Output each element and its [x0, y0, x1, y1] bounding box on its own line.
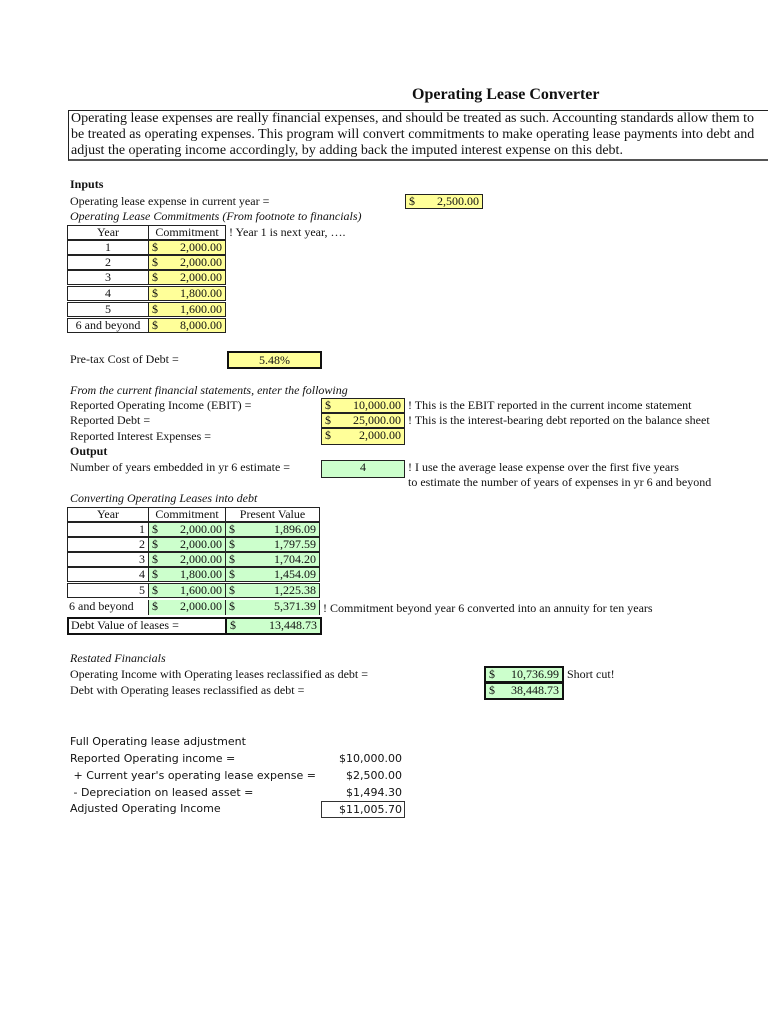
pv-amount: 1,225.38 [274, 583, 316, 597]
adj-label: - Depreciation on leased asset = [70, 786, 254, 799]
conversion-pv-cell [225, 583, 320, 598]
interest-input[interactable] [321, 428, 405, 445]
restated-op-income-label: Operating Income with Operating leases reclassified as debt = [70, 667, 368, 681]
adj-value: $2,500.00 [346, 769, 402, 782]
inputs-heading: Inputs [70, 177, 104, 191]
currency-symbol: $ [152, 318, 158, 332]
currency-symbol: $ [152, 270, 158, 284]
currency-symbol: $ [409, 194, 415, 208]
ebit-note: ! This is the EBIT reported in the current income statement [408, 398, 692, 412]
page-title: Operating Lease Converter [412, 86, 600, 103]
years-note-1: ! I use the average lease expense over the first five years [408, 460, 679, 474]
conversion-header-year: Year [67, 507, 149, 522]
adjusted-op-income-label: Adjusted Operating Income [70, 802, 221, 815]
intro-textbox [68, 110, 768, 161]
conversion-commitment-cell [148, 583, 226, 598]
intro-line-3: adjust the operating income accordingly, by adding back the imputed interest expense on this debt. [71, 143, 623, 158]
conversion-commitment-cell [148, 567, 226, 582]
pv-amount: 1,454.09 [274, 567, 316, 581]
adj-value: $10,000.00 [339, 752, 402, 765]
cost-of-debt-label: Pre-tax Cost of Debt = [70, 352, 179, 366]
intro-line-1: Operating lease expenses are really financial expenses, and should be treated as such. Accounting standards allow them to [71, 111, 755, 126]
short-cut-note: Short cut! [567, 667, 615, 681]
debt-input[interactable] [321, 413, 405, 428]
currency-symbol: $ [152, 567, 158, 581]
commitment-year-cell: 1 [67, 240, 149, 255]
commitment-year-cell: 4 [67, 286, 149, 301]
commitment-year-cell: 5 [67, 302, 149, 317]
conversion-commitment-cell [148, 537, 226, 552]
commitment-input[interactable] [148, 302, 226, 317]
currency-symbol: $ [229, 583, 235, 597]
conversion-year-cell: 4 [67, 567, 149, 582]
debt-label: Reported Debt = [70, 413, 151, 427]
output-heading: Output [70, 444, 108, 458]
currency-symbol: $ [229, 537, 235, 551]
commitment-amount: 2,000.00 [180, 255, 222, 269]
current-lease-input[interactable] [405, 194, 483, 209]
currency-symbol: $ [325, 398, 331, 412]
adj-label: Reported Operating income = [70, 752, 236, 765]
commitment-input[interactable] [148, 286, 226, 301]
currency-symbol: $ [152, 286, 158, 300]
conversion-header-pv: Present Value [225, 507, 320, 522]
conversion-year-cell: 2 [67, 537, 149, 552]
commitment-amount: 1,800.00 [180, 567, 222, 581]
currency-symbol: $ [152, 302, 158, 316]
conversion-commitment-cell [148, 600, 226, 615]
commitments-header-commitment: Commitment [148, 225, 226, 240]
commitment-amount: 2,000.00 [180, 522, 222, 536]
adj-label: + Current year's operating lease expense = [70, 769, 316, 782]
currency-symbol: $ [229, 522, 235, 536]
interest-amount: 2,000.00 [359, 428, 401, 442]
pv-amount: 1,896.09 [274, 522, 316, 536]
conversion-year-cell: 3 [67, 552, 149, 567]
currency-symbol: $ [152, 240, 158, 254]
debt-note: ! This is the interest-bearing debt reported on the balance sheet [408, 413, 710, 427]
commitment-input[interactable] [148, 318, 226, 333]
restated-debt-amount: 38,448.73 [511, 683, 559, 697]
current-lease-label: Operating lease expense in current year = [70, 194, 270, 208]
commitments-heading: Operating Lease Commitments (From footnote to financials) [70, 209, 362, 223]
commitment-year-cell: 2 [67, 255, 149, 270]
currency-symbol: $ [152, 255, 158, 269]
currency-symbol: $ [325, 413, 331, 427]
commitment-input[interactable] [148, 240, 226, 255]
conversion-commitment-cell [148, 522, 226, 537]
current-lease-amount: 2,500.00 [437, 194, 479, 208]
intro-line-2: be treated as operating expenses. This program will convert commitments to make operating lease payments into debt and [71, 127, 755, 142]
conversion-pv-cell [225, 567, 320, 582]
cost-of-debt-input[interactable]: 5.48% [227, 351, 322, 369]
years-note-2: to estimate the number of years of expenses in yr 6 and beyond [408, 475, 712, 489]
conversion-year-cell: 1 [67, 522, 149, 537]
commitment-amount: 1,800.00 [180, 286, 222, 300]
commitment-amount: 1,600.00 [180, 583, 222, 597]
years-embedded-value: 4 [321, 460, 405, 478]
commitment-amount: 8,000.00 [180, 318, 222, 332]
conversion-pv-cell [225, 537, 320, 552]
restated-debt-value [484, 682, 564, 700]
commitments-note: ! Year 1 is next year, …. [229, 225, 346, 239]
ebit-label: Reported Operating Income (EBIT) = [70, 398, 252, 412]
commitment-amount: 2,000.00 [180, 600, 222, 613]
commitment-amount: 2,000.00 [180, 240, 222, 254]
pv-amount: 1,797.59 [274, 537, 316, 551]
commitments-header-year: Year [67, 225, 149, 240]
debt-amount: 25,000.00 [353, 413, 401, 427]
currency-symbol: $ [489, 683, 495, 697]
adj-value: $1,494.30 [346, 786, 402, 799]
restated-heading: Restated Financials [70, 651, 166, 665]
currency-symbol: $ [229, 552, 235, 566]
currency-symbol: $ [489, 667, 495, 681]
currency-symbol: $ [152, 522, 158, 536]
restated-op-income-value [484, 666, 564, 683]
full-adjustment-heading: Full Operating lease adjustment [70, 735, 246, 748]
currency-symbol: $ [229, 567, 235, 581]
pv-amount: 1,704.20 [274, 552, 316, 566]
conversion-pv-cell [225, 522, 320, 537]
interest-label: Reported Interest Expenses = [70, 429, 212, 443]
restated-debt-label: Debt with Operating leases reclassified as debt = [70, 683, 305, 697]
commitment-year-cell: 6 and beyond [67, 318, 149, 333]
conversion-heading: Converting Operating Leases into debt [70, 491, 258, 505]
debt-value-amount: 13,448.73 [269, 618, 317, 632]
conversion-year-cell: 5 [67, 583, 149, 598]
currency-symbol: $ [230, 618, 236, 632]
commitment-year-cell: 3 [67, 270, 149, 285]
currency-symbol: $ [152, 537, 158, 551]
conversion-year-cell: 6 and beyond [69, 600, 134, 613]
pv-amount: 5,371.39 [274, 600, 316, 613]
commitment-amount: 2,000.00 [180, 270, 222, 284]
currency-symbol: $ [152, 552, 158, 566]
currency-symbol: $ [152, 583, 158, 597]
currency-symbol: $ [325, 428, 331, 442]
debt-value-total [225, 617, 322, 635]
commitment-input[interactable] [148, 255, 226, 270]
commitment-amount: 2,000.00 [180, 552, 222, 566]
adjusted-op-income-value: $11,005.70 [321, 801, 405, 818]
conversion-pv-cell [225, 552, 320, 567]
currency-symbol: $ [229, 600, 235, 613]
restated-op-income-amount: 10,736.99 [511, 667, 559, 681]
debt-value-label: Debt Value of leases = [67, 617, 227, 635]
conversion-commitment-cell [148, 552, 226, 567]
currency-symbol: $ [152, 600, 158, 613]
row6-note: ! Commitment beyond year 6 converted into an annuity for ten years [323, 601, 653, 615]
commitment-amount: 2,000.00 [180, 537, 222, 551]
conversion-pv-cell [225, 600, 320, 615]
years-embedded-label: Number of years embedded in yr 6 estimate = [70, 460, 291, 474]
ebit-input[interactable] [321, 398, 405, 413]
conversion-header-commitment: Commitment [148, 507, 226, 522]
financials-heading: From the current financial statements, enter the following [70, 383, 348, 397]
ebit-amount: 10,000.00 [353, 398, 401, 412]
commitment-input[interactable] [148, 270, 226, 285]
commitment-amount: 1,600.00 [180, 302, 222, 316]
